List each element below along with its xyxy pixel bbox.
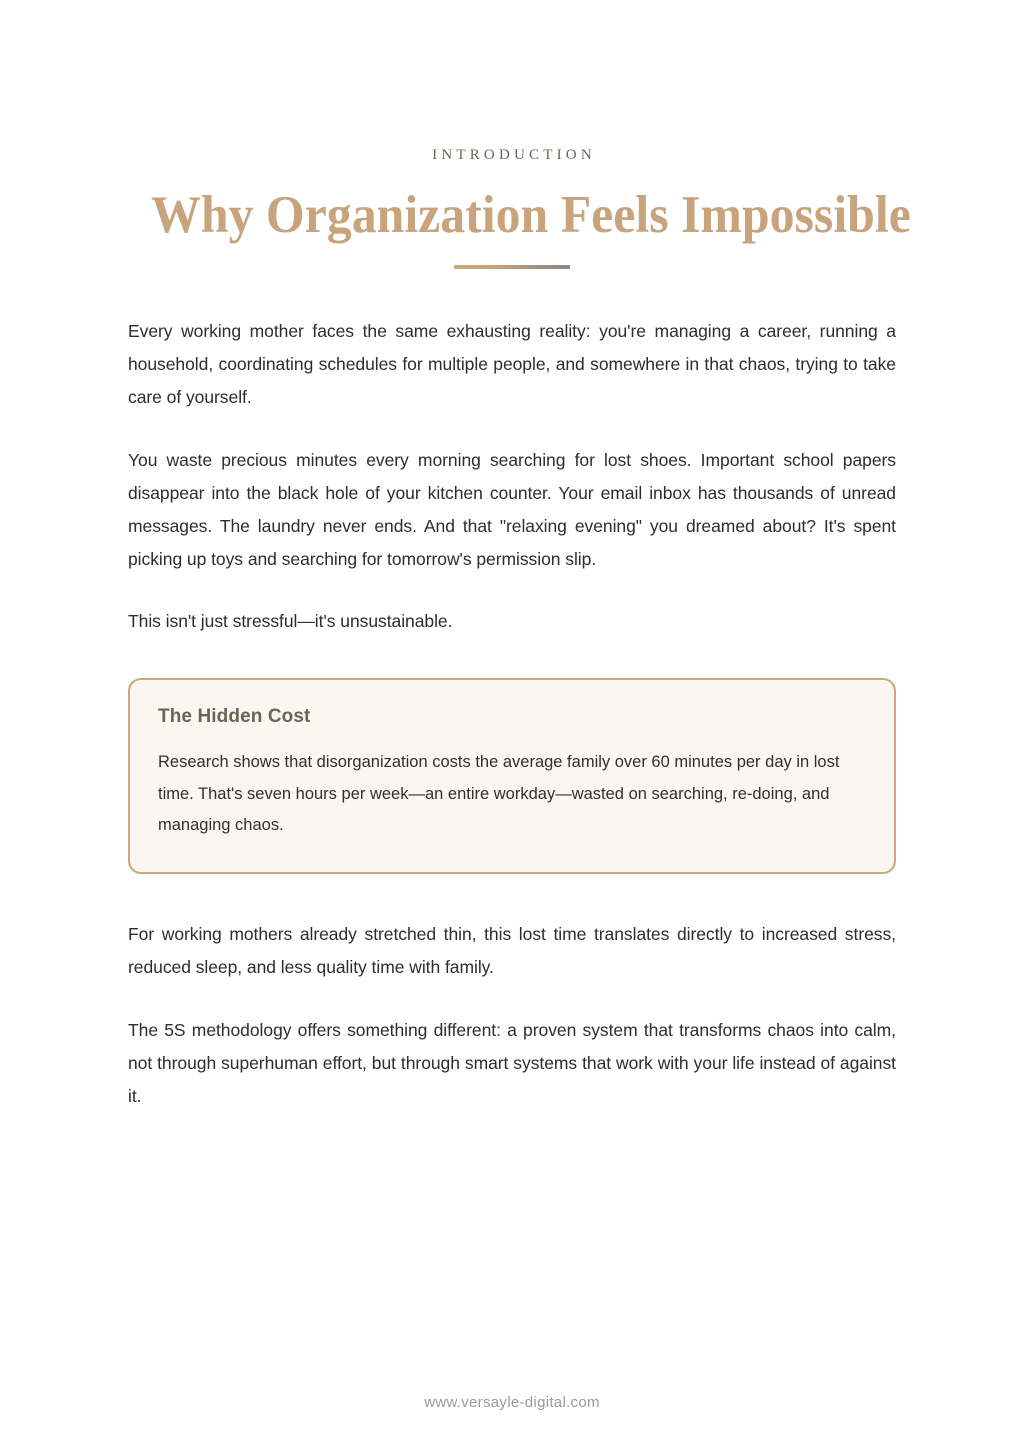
callout-body-text: Research shows that disorganization costs the average family over 60 minutes per day in lost time. That's seven hours per week—an entire workday—wasted on searching, re-doing, and managing chaos. — [158, 753, 840, 835]
paragraph-daily-chaos: You waste precious minutes every morning searching for lost shoes. Important school papers disappear into the black hole of your kitchen counter. Your email inbox has thousands of unread messages. The laundry never ends. And that "relaxing evening" you dreamed about? It's spent picking up toys and searching for tomorrow's permission slip. — [128, 449, 896, 569]
callout-box-hidden-cost — [128, 678, 896, 874]
callout-title: The Hidden Cost — [158, 706, 311, 728]
paragraph-intro: Every working mother faces the same exhausting reality: you're managing a career, running a household, coordinating schedules for multiple people, and somewhere in that chaos, trying to take care of yourself. — [128, 321, 896, 407]
section-eyebrow-label: INTRODUCTION — [432, 147, 596, 163]
footer-website-url: www.versayle-digital.com — [424, 1394, 600, 1411]
page-title: Why Organization Feels Impossible — [151, 186, 911, 244]
paragraph-5s-methodology: The 5S methodology offers something different: a proven system that transforms chaos into calm, not through superhuman effort, but through smart systems that work with your life instead of against it. — [128, 1019, 896, 1106]
title-divider-rule — [454, 265, 570, 269]
body-copy — [128, 315, 896, 1112]
paragraph-unsustainable: This isn't just stressful—it's unsustainable. — [128, 611, 453, 632]
page-footer — [0, 1394, 1024, 1448]
document-header — [128, 147, 911, 269]
paragraph-lost-time-impact: For working mothers already stretched thin, this lost time translates directly to increased stress, reduced sleep, and less quality time with family. — [128, 924, 896, 977]
